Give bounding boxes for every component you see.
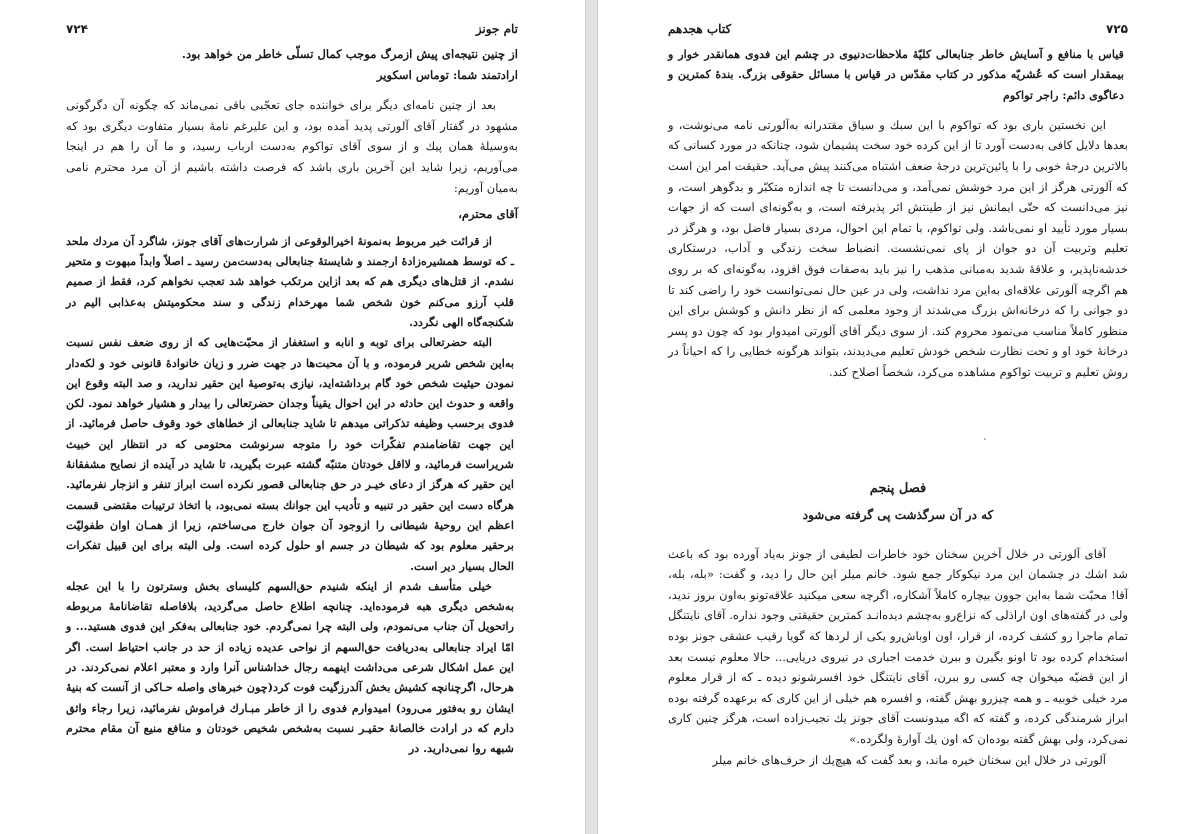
chapter-title: فصل پنجم [869,480,927,496]
letter-paragraph: قیاس با منافع و آسایش خاطر جنابعالی کلیّهٔ ملاحظات‌دنیوی در چشم این فدوی همانقدر خوار و بیمقدار است که عُشریّه مذکور در کتاب مقدّس در قیاس با مسائل حقوقی بزرگ. بندهٔ کمترین و دعاگوی دائم: راجر تواکوم [668,47,1124,102]
page-gutter [586,0,597,834]
letter-salutation: آقای محترم، [458,207,518,222]
running-title-right: کتاب هجدهم [668,22,732,36]
page-number-right: ۷۲۵ [1106,22,1128,36]
running-title-left: تام جونز [475,22,518,36]
page-speck [984,438,986,440]
left-page [0,0,586,834]
left-page-content [66,22,518,758]
letter-paragraph: خیلی متأسف شدم از اینکه شنیدم حق‌السهم کلیسای بخش وسترتون را با این عجله به‌شخص دیگری هبه فرموده‌اید. چنانچه اطلاع حاصل می‌گردید، بلافاصله تقاضانامهٔ مربوطه راتحویل آن جناب می‌نمودم، ولی البته چرا نمی‌گردم. خود جنابعالی به‌فکر این فدوی هستید... و امّا ایراد جنابعالی به‌دریافت حق‌السهم از نواحی عدیده زیاده از حد در جانب احتیاط است. اگر این عمل اشکال شرعی می‌داشت اینهمه رجال خداشناس آنرا وارد و معتبر اعلام نمی‌کردند. در هرحال، اگرچنانچه کشیش بخش آلدرزگیت فوت کرد(چون خبرهای واصله حـاکی از آنست که بنیهٔ ایشان رو به‌فتور می‌رود) امیدوارم فدوی را از خاطر مبـارك فراموش نفرمائید، زیرا رجاء واثق دارم که در ارادت خالصانهٔ حقیـر نسبت به‌شخص شخیص خودتان و منافع منیع آن مقام محترم شبهه روا نمی‌دارید. در [66,578,514,756]
right-running-head [668,22,1128,36]
narrative-paragraph: بعد از چنین نامه‌ای دیگر برای خواننده جای تعجّبی باقی نمی‌ماند که چگونه آن دگرگونی مشهود در گفتار آقای آلورتی پدید آمده بود، و این علیرغم نامهٔ بسیار متفاوت دیگری بود که به‌وسیلهٔ همان پیك و از سوی آقای تواکوم به‌دست ارباب رسید، و ما آن را هم در اینجا می‌آوریم، زیرا شاید این آخرین باری باشد که فرصت داشته باشیم از آن مرد محترم نامی به‌میان آوریم: [66,98,518,195]
narrative-paragraph: آقای آلورتی در خلال آخرین سخنان خود خاطرات لطیفی از جونز به‌یاد آورده بود که باعث شد اشك در چشمان این مرد نیکوکار جمع شود. خانم میلر این حال را دید، و گفت: «بله، بله، آقا! محبّت شما به‌این جوون بیچاره کاملاً آشکاره، اگرچه سعی میکنید علاقه‌تونو به‌اون بروز ندید، ولی در گفته‌های اون اراذلی که نزاع‌رو به‌چشم دیده‌انـد کمترین حقیقتی وجود نداره. آقای نایتنگل تمام ماجرا رو کشف کرده، از قرار، اون اوباش‌رو یکی از لردها که گویا رقیب عشقی جونز بوده استخدام کرده بود تا اونو بگیرن و ببرن خدمت اجباری در نیروی دریایی... حالا معلوم نیست بعد از این قضیّه میخوان چه کسی رو ببرن، آقای نایتنگل خود افسرشونو دیده ـ که از قرار معلوم مرد خیلی خوبیه ـ و همه چیزرو بهش گفته، و افسره هم خیلی از این کاری که برعهده گرفته بوده ابراز شرمندگی کرده، و گفته که اگه میدونست آقای جونز یك نجیب‌زاده است، هرگز چنین کاری نمی‌کرد، ولی بهش گفته بوده‌ان که اون یك آوارهٔ ولگرده.» [668,546,1128,746]
right-page-content [668,22,1128,770]
chapter-subtitle: که در آن سرگذشت پی گرفته می‌شود [802,507,994,522]
letter-closing-line: از چنین نتیجه‌ای پیش ازمرگ موجب کمال تسلّی خاطر من خواهد بود. [181,47,518,61]
narrative-paragraph: آلورتی در خلال این سخنان خیره ماند، و بعد گفت که هیچ‌یك از حرف‌های خانم میلر [712,752,1106,767]
letter-paragraph: البته حضرتعالی برای توبه و انابه و استغفار از محبّت‌هایی که از روی ضعف نفس نسبت به‌این شخص شریر فرموده، و با آن محبت‌ها در جهت ضرر و زیان خانوادهٔ قانونی خود و لکه‌دار نمودن حیثیت شخص خود گام برداشته‌اید، نیازی به‌توصیهٔ این حقیر ندارید، و صد البته وقوع این واقعه و حدوث این حادثه در این احوال یقیناً وجدان حضرتعالی را بیدار و هشیار خواهد نمود. لکن فدوی برحسب وظیفه تذکراتی میدهم تا شاید جنابعالی از خطاهای خود وقوف حاصل فرمائید. از این جهت تقاضامندم تفکّرات خود را متوجه سرنوشت محتومی که در انتظار این خبیث شریراست فرمائید، و لااقل خودتان متنبّه گشته عبرت بگیرید، تا شاید در آینده از نصایح مشفقانهٔ این حقیر که هرگز از دعای خیـر در حق جنابعالی قصور نکرده است ابراز تنفر و انزجار نفرمائید. هرگاه دست این حقیر در تنبیه و تأدیب این جوانك بسته نمی‌بود، با اتخاذ ترتیبات مقتضی قسمت اعظم این روحیهٔ شیطانی را ازوجود آن جوان خارج می‌ساختم، زیرا از همـان اوان طفولیّت برحقیر معلوم بود که شیطان در جسم او حلول کرده است. ولی البته برای این قبیل تفکرات الحال بسیار دیر است. [66,335,514,573]
narrative-paragraph: این نخستین باری بود که تواکوم با این سبك و سیاق مقتدرانه به‌آلورتی نامه می‌نوشت، و بعدها دلایل کافی به‌دست آورد تا از این کرده خود سخت پشیمان شود، چنانکه در مورد کسانی که بالاترین درجهٔ خوبی را با پائین‌ترین درجهٔ ضعف اشتباه می‌کنند پیش می‌آید. حقیقت امر این است که آلورتی هرگز از این مرد خوشش نمی‌آمد، و می‌دانست تا چه اندازه متکبّر و بدگوهر است، و نیز می‌دانست که حتّی ایمانش نیز از طینتش اثر پذیرفته است، و به‌گونه‌ای است که از جهات بسیار مورد تأیید او نمی‌باشد. ولی تواکوم، با تمام این احوال، مردی بسیار فاضل بود، و هرگز در تعلیم وتربیت آن دو جوان از پای نمی‌نشست. انضباط سخت زندگی و آداب، درستکاری خدشه‌ناپذیر، و علاقهٔ شدید به‌مبانی مذهب را نیز باید به‌صفات فوق افزود، به‌گونه‌ای که بر روی هم اگرچه آلورتی علاقه‌ای به‌این مرد نداشت، ولی در عین حال نمی‌توانست خود را راضی کند تا دو جوانی را که درخانه‌اش بزرگ می‌شدند از وجود معلمی که از نظر دانش و کوشش برای این منظور کاملاً مناسب می‌نمود محروم کند. از سوی دیگر آقای آلورتی امیدوار بود که چون دو پسر درخانهٔ خود او و تحت نظارت شخص خودش تعلیم می‌دیدند، بتواند هرگونه خطایی را که احیاناً در روش تعلیم و تربیت تواکوم مشاهده می‌کرد، شخصاً اصلاح کند. [668,117,1128,380]
left-running-head [66,22,518,36]
right-page [597,0,1194,834]
letter-signature: ارادتمند شما: توماس اسکویر [376,67,518,82]
letter-paragraph: از قرائت خبر مربوط به‌نمونهٔ اخیرالوقوعی از شرارت‌های آقای جونز، شاگرد آن مردك ملحد ـ که توسط همشیره‌زادهٔ ارجمند و شایستهٔ جنابعالی به‌دست‌من رسید ـ اصلاً وابداً مبهوت و متحیر نشدم. از قتل‌های دیگری هم که بعد ازاین مرتکب خواهد شد تعجب نخواهم کرد، فقط از صمیم قلب آرزو می‌کنم خون شخص شما مهرخدام زندگی و سند محکومیتش به‌عذابی الیم در شکنجه‌گاه الهی نگردد. [66,233,514,329]
page-number-left: ۷۲۴ [66,22,88,36]
